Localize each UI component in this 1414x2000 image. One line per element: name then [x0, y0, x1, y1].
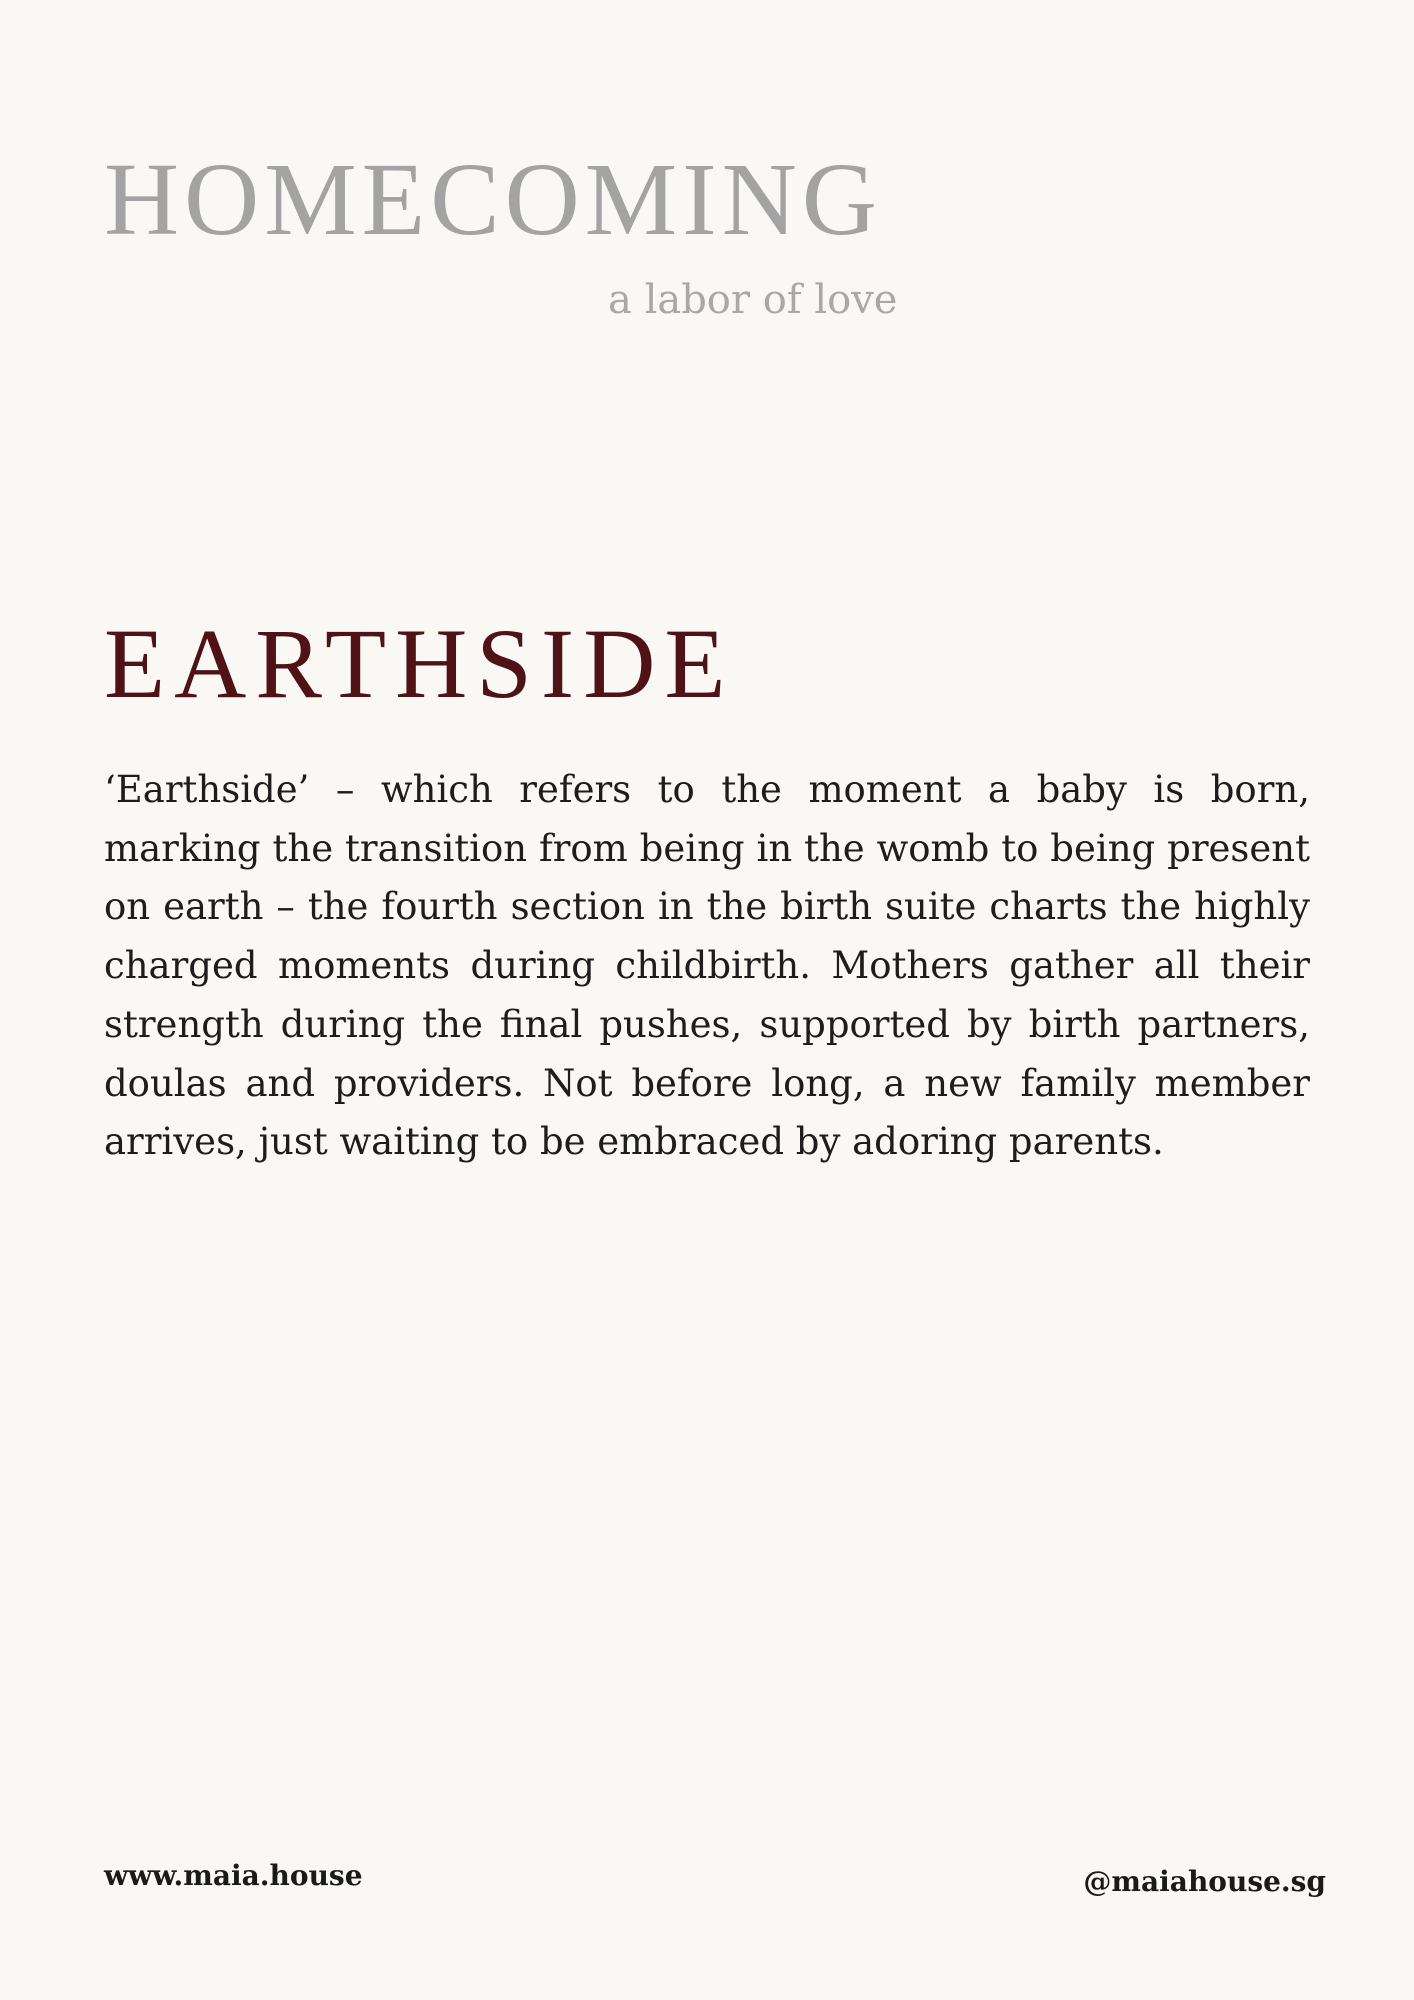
- section-body-text: ‘Earthside’ – which refers to the moment a baby is born, marking the transition from being in the womb to being present on earth – the fourth section in the birth suite charts the highly charged moments during childbirth. Mothers gather all their strength during the final pushes, supported by birth partners, doulas and providers. Not before long, a new family member arrives, just waiting to be embraced by adoring parents.: [104, 768, 1310, 1164]
- brand-tagline: a labor of love: [608, 277, 898, 323]
- section-heading: EARTHSIDE: [104, 608, 735, 719]
- website-link[interactable]: www.maia.house: [104, 1859, 363, 1892]
- social-handle: @maiahouse.sg: [1083, 1865, 1326, 1898]
- brand-title: HOMECOMING: [104, 142, 882, 257]
